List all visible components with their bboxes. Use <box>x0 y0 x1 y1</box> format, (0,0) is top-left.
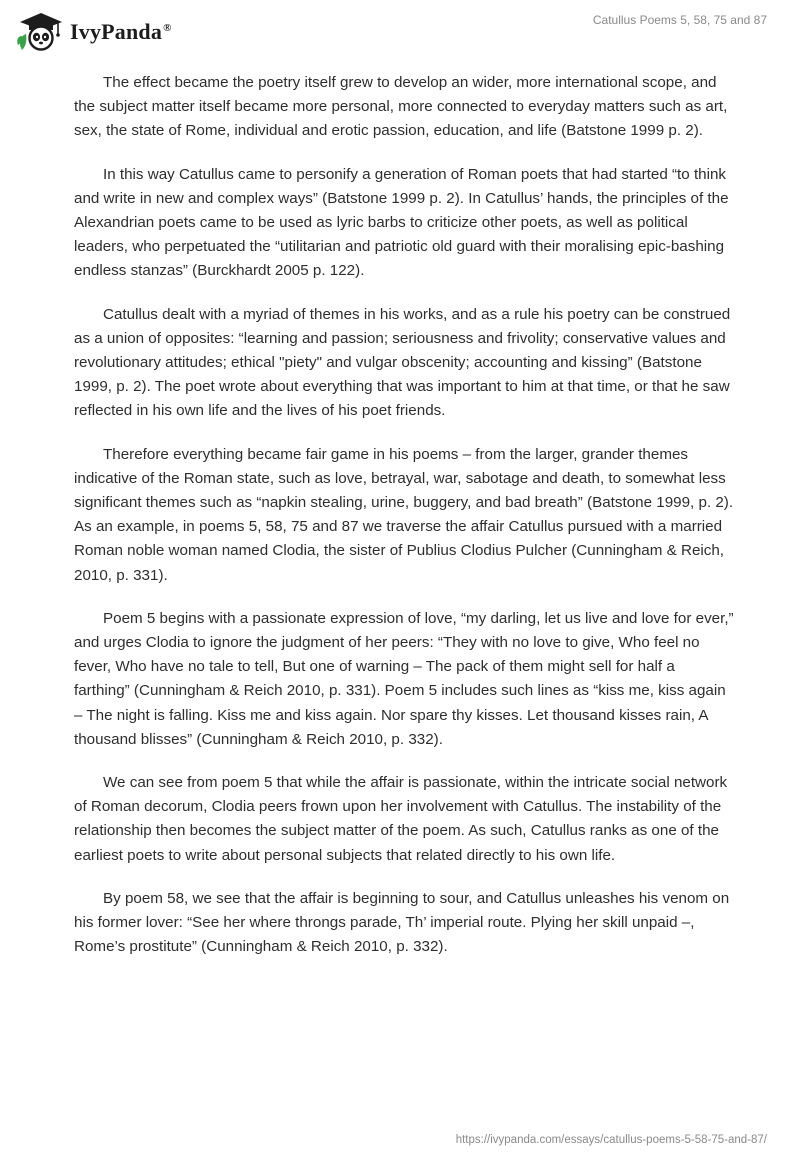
paragraph: We can see from poem 5 that while the affair is passionate, within the intricate social network of Roman decorum, Clodia peers frown upon her involvement with Catullus. The instability of the relationship then becomes the subject matter of the poem. As such, Catullus ranks as one of the earliest poets to write about personal subjects that related directly to his own life. <box>74 774 728 864</box>
paragraph: Therefore everything became fair game in his poems – from the larger, grander themes indicative of the Roman state, such as love, betrayal, war, sabotage and death, to somewhat less significant themes such as “napkin stealing, urine, buggery, and bad breath” (Batstone 1999, p. 2). As an example, in poems 5, 58, 75 and 87 we traverse the affair Catullus pursued with a married Roman noble woman named Clodia, the sister of Publius Clodius Pulcher (Cunningham & Reich, 2010, p. 331). <box>74 445 734 584</box>
paragraph: Poem 5 begins with a passionate expression of love, “my darling, let us live and love for ever,” and urges Clodia to ignore the judgment of her peers: “They with no love to give, Who feel no fever, Who have no tale to tell, But one of warning – The pack of them might sell for half a farthing” (Cunningham & Reich 2010, p. 331). Poem 5 includes such lines as “kiss me, kiss again – The night is falling. Kiss me and kiss again. Nor spare thy kisses. Let thousand kisses rain, A thousand blisses” (Cunningham & Reich 2010, p. 332). <box>74 609 734 748</box>
paragraph: In this way Catullus came to personify a generation of Roman poets that had started “to think and write in new and complex ways” (Batstone 1999 p. 2). In Catullus’ hands, the principles of the Alexandrian poets came to be used as lyric barbs to criticize other poets, as well as political leaders, who perpetuated the “utilitarian and patriotic old guard with their moralising epic-bashing endless stanzas” (Burckhardt 2005 p. 122). <box>74 165 729 280</box>
brand-logo[interactable] <box>14 10 172 52</box>
essay-body <box>74 71 734 979</box>
paragraph: The effect became the poetry itself grew to develop an wider, more international scope, and the subject matter itself became more personal, more connected to everyday matters such as art, sex, the state of Rome, individual and erotic passion, education, and life (Batstone 1999 p. 2). <box>74 74 728 140</box>
source-url[interactable]: https://ivypanda.com/essays/catullus-poems-5-58-75-and-87/ <box>455 1134 767 1146</box>
page-header <box>0 0 800 62</box>
document-title: Catullus Poems 5, 58, 75 and 87 <box>592 13 767 27</box>
paragraph: Catullus dealt with a myriad of themes in his works, and as a rule his poetry can be construed as a union of opposites: “learning and passion; seriousness and frivolity; conservative values and revolutionary attitudes; ethical "piety" and vulgar obscenity; accounting and kissing” (Batstone 1999, p. 2). The poet wrote about everything that was important to him at that time, or that he saw reflected in his own life and the lives of his poet friends. <box>74 305 731 420</box>
brand-name: IvyPanda® <box>70 19 172 44</box>
panda-graduate-icon <box>14 10 66 52</box>
paragraph: By poem 58, we see that the affair is beginning to sour, and Catullus unleashes his venom on his former lover: “See her where throngs parade, Th’ imperial route. Plying her skill unpaid –, Rome’s prostitute” (Cunningham & Reich 2010, p. 332). <box>74 889 730 956</box>
registered-mark: ® <box>163 21 172 34</box>
